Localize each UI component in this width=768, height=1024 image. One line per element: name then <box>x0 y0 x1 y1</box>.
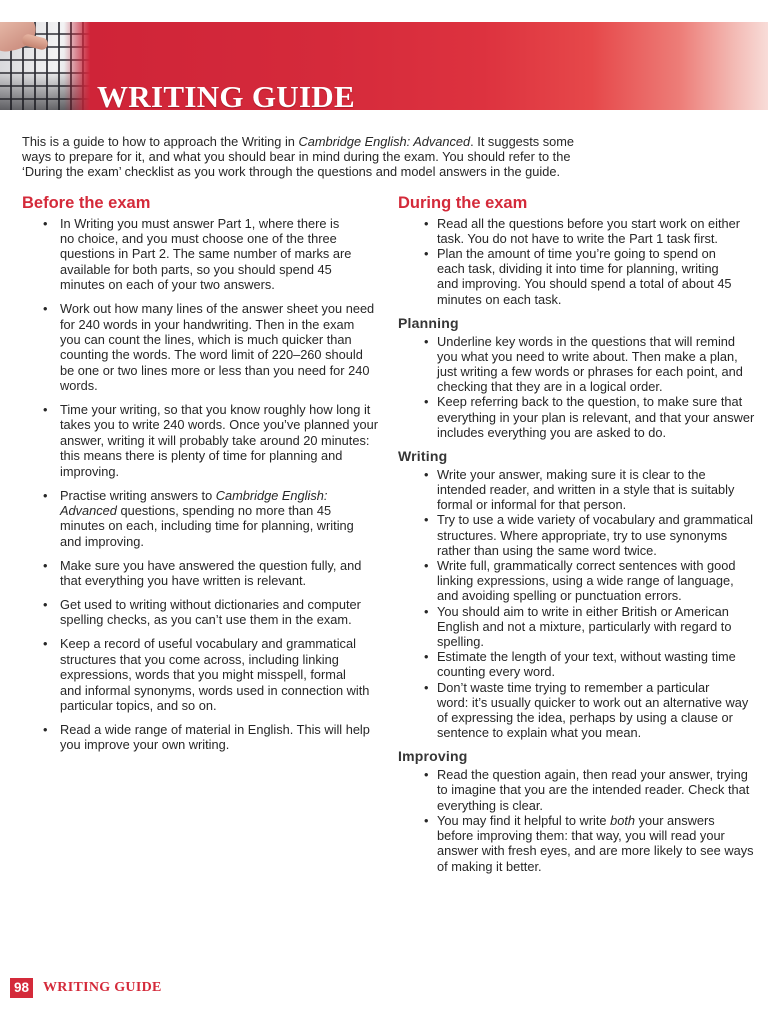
bullet-text: In Writing you must answer Part 1, where there is no choice, and you must choose one of the three questions in Part 2. The same number of marks are available for both parts, so you should spend 45 minutes on each of your two answers. <box>60 215 352 293</box>
bullet-text: Make sure you have answered the question fully, and that everything you have written is relevant. <box>60 557 362 589</box>
list-item <box>398 216 764 246</box>
before-exam-heading: Before the exam <box>22 194 151 212</box>
bullet-text: You should aim to write in either British or American English and not a mixture, particularly with regard to spelling. <box>437 603 732 650</box>
bullet-text: Work out how many lines of the answer sheet you need for 240 words in your handwriting. Then in the exam you can count the lines, which is much quicker than counting the words. The word limit of 220–260 should be one or two lines more or less than you need for 240 words. <box>60 301 375 394</box>
bullet-text: Plan the amount of time you’re going to spend on each task, dividing it into time for planning, writing and improving. You should spend a total of about 45 minutes on each task. <box>437 246 732 307</box>
finger-image <box>21 33 49 51</box>
bullet-text: Practise writing answers to <box>60 487 216 503</box>
planning-list <box>398 334 764 440</box>
list-item <box>398 394 764 440</box>
bullet-text: Time your writing, so that you know roughly how long it takes you to write 240 words. Once you’ve planned your answer, writing it will probably take around 20 minutes: this means there is plenty of time for planning and improving. <box>60 402 378 479</box>
list-item <box>22 402 388 479</box>
bullet-text: Read all the questions before you start work on either task. You do not have to write the Part 1 task first. <box>437 215 741 246</box>
page-number-badge: 98 <box>10 978 33 998</box>
improving-list <box>398 767 764 873</box>
intro-text: This is a guide to how to approach the Writing in <box>22 134 299 149</box>
footer-running-title: WRITING GUIDE <box>43 980 162 995</box>
list-item <box>398 649 764 679</box>
intro-exam-name: Cambridge English: Advanced <box>298 134 471 149</box>
keyboard-photo <box>0 22 90 110</box>
bullet-text: Keep a record of useful vocabulary and grammatical structures that you come across, including linking expressions, words that you might misspell, formal and informal synonyms, words used in connection with particular topics, and so on. <box>60 636 370 713</box>
list-item <box>398 604 764 650</box>
bullet-text: You may find it helpful to write <box>437 812 611 828</box>
chapter-banner <box>0 22 768 110</box>
list-item <box>22 216 388 293</box>
bullet-text: Keep referring back to the question, to make sure that everything in your plan is relevant, and that your answer includes everything you are asked to do. <box>437 394 755 440</box>
planning-heading: Planning <box>398 314 459 331</box>
bullet-text: Write your answer, making sure it is clear to the intended reader, and written in a style that is suitably formal or informal for that person. <box>437 466 735 513</box>
during-exam-list <box>398 216 764 307</box>
list-item <box>22 488 388 550</box>
list-item <box>22 722 388 753</box>
right-column <box>398 193 764 874</box>
list-item <box>22 636 388 713</box>
writing-list <box>398 467 764 741</box>
before-exam-list <box>22 216 388 753</box>
bullet-text: Write full, grammatically correct sentences with good linking expressions, using a wide range of language, and avoiding spelling or punctuation errors. <box>437 558 736 604</box>
list-item <box>398 813 764 874</box>
list-item <box>398 246 764 307</box>
improving-heading: Improving <box>398 748 468 765</box>
intro-text-continued: . It suggests some ways to prepare for it, and what you should bear in mind during the exam. You should refer to the ‘During the exam’ checklist as you work through the questions and model answers in the guide. <box>22 134 574 180</box>
intro-paragraph <box>22 134 574 180</box>
bullet-text: Underline key words in the questions that will remind you what you need to write about. Then make a plan, just writing a few words or phrases for each point, and checking that they are in a logical order. <box>437 333 743 395</box>
bullet-text-continued: your answers before improving them: that way, you will read your answer with fresh eyes, and are more likely to see ways of making it better. <box>437 812 754 874</box>
bullet-text: Get used to writing without dictionaries and computer spelling checks, as you can’t use them in the exam. <box>60 597 361 628</box>
bullet-text: Don’t waste time trying to remember a particular word: it’s usually quicker to work out an alternative way of expressing the idea, perhaps by using a clause or sentence to explain what you mean. <box>437 679 749 741</box>
left-column <box>22 193 388 761</box>
list-item <box>398 512 764 558</box>
list-item <box>398 680 764 741</box>
page-title: WRITING GUIDE <box>97 79 355 110</box>
list-item <box>22 597 388 628</box>
writing-heading: Writing <box>398 448 448 465</box>
list-item <box>398 467 764 513</box>
bullet-emphasis: both <box>610 812 636 828</box>
bullet-text: Read a wide range of material in English. This will help you improve your own writing. <box>60 721 370 753</box>
bullet-text-continued: questions, spending no more than 45 minutes on each, including time for planning, writing and improving. <box>60 503 354 549</box>
bullet-exam-name: Cambridge English: Advanced <box>60 487 328 518</box>
bullet-text: Estimate the length of your text, without wasting time counting every word. <box>437 649 736 680</box>
during-exam-heading: During the exam <box>398 194 528 212</box>
list-item <box>398 334 764 395</box>
list-item <box>398 558 764 604</box>
bullet-text: Try to use a wide variety of vocabulary and grammatical structures. Where appropriate, try to use synonyms rather than using the same word twice. <box>437 512 754 558</box>
list-item <box>22 558 388 589</box>
list-item <box>22 301 388 393</box>
bullet-text: Read the question again, then read your answer, trying to imagine that you are the intended reader. Check that everything is clear. <box>437 767 750 813</box>
list-item <box>398 767 764 813</box>
